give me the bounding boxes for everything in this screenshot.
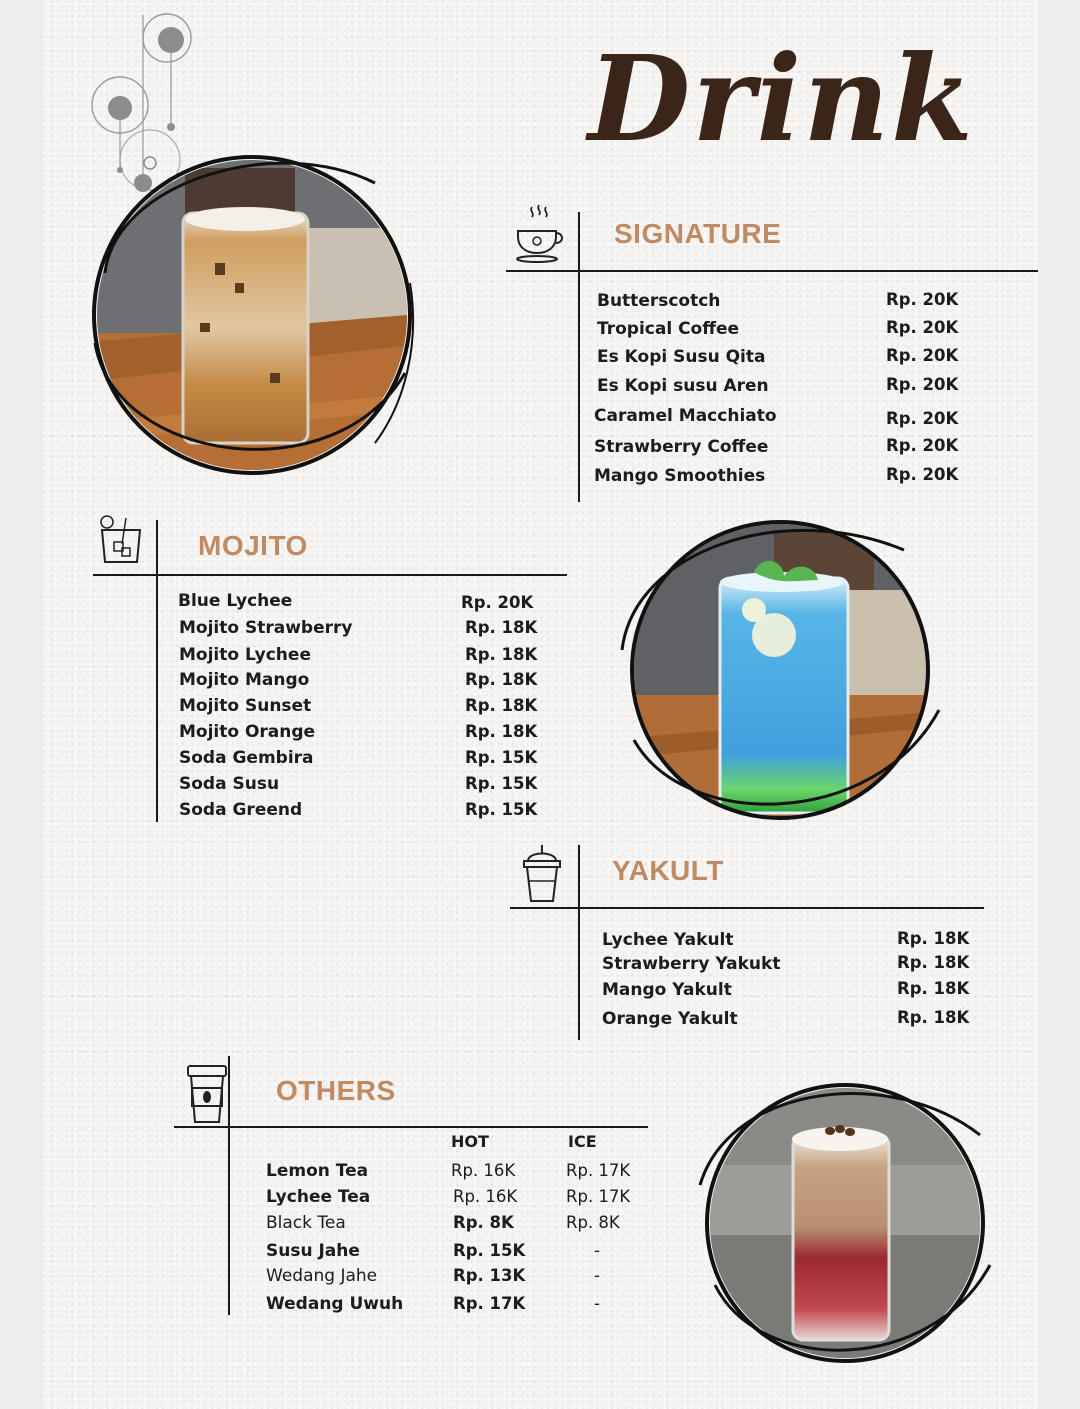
menu-item-price: Rp. 20K xyxy=(886,436,959,455)
menu-item-name: Mojito Orange xyxy=(179,722,316,742)
menu-item-name: Tropical Coffee xyxy=(597,319,740,339)
hot-column-header: HOT xyxy=(451,1132,489,1151)
menu-item-name: Lemon Tea xyxy=(266,1161,369,1181)
others-section-title: OTHERS xyxy=(276,1075,396,1106)
menu-item-price: Rp. 18K xyxy=(897,929,970,948)
yakult-section-title: YAKULT xyxy=(612,855,724,886)
menu-item-price: Rp. 18K xyxy=(897,979,970,998)
menu-item-name: Mojito Strawberry xyxy=(179,618,353,638)
mojito-vertical-rule xyxy=(156,520,158,822)
menu-item-name: Caramel Macchiato xyxy=(594,406,777,426)
menu-item-hot-price: Rp. 16K xyxy=(451,1161,516,1180)
menu-item-price: Rp. 18K xyxy=(465,645,538,664)
menu-item-price: Rp. 18K xyxy=(465,618,538,637)
menu-item-price: Rp. 18K xyxy=(465,670,538,689)
menu-item-price: Rp. 20K xyxy=(886,375,959,394)
others-horizontal-rule xyxy=(174,1126,648,1128)
menu-item-name: Mojito Mango xyxy=(179,670,310,690)
menu-item-price: Rp. 18K xyxy=(897,953,970,972)
menu-item-price: Rp. 15K xyxy=(465,774,538,793)
menu-item-name: Black Tea xyxy=(266,1213,346,1233)
menu-item-price: Rp. 20K xyxy=(886,290,959,309)
menu-item-price: Rp. 20K xyxy=(886,409,959,428)
page-title: Drink xyxy=(588,29,975,168)
yakult-cup-icon xyxy=(520,843,564,905)
menu-item-price: Rp. 18K xyxy=(897,1008,970,1027)
signature-vertical-rule xyxy=(578,212,580,502)
menu-item-hot-price: Rp. 17K xyxy=(453,1294,526,1313)
menu-item-name: Butterscotch xyxy=(597,291,721,311)
menu-item-name: Es Kopi Susu Qita xyxy=(597,347,766,367)
menu-item-name: Orange Yakult xyxy=(602,1009,738,1029)
menu-item-price: Rp. 20K xyxy=(461,593,534,612)
menu-item-name: Strawberry Coffee xyxy=(594,437,769,457)
coffee-to-go-cup-icon xyxy=(183,1060,231,1126)
menu-item-ice-price: Rp. 17K xyxy=(566,1187,631,1206)
menu-item-name: Soda Susu xyxy=(179,774,280,794)
menu-item-hot-price: Rp. 15K xyxy=(453,1241,526,1260)
mojito-glass-icon xyxy=(96,514,144,566)
menu-item-name: Blue Lychee xyxy=(178,591,293,611)
yakult-vertical-rule xyxy=(578,845,580,1040)
menu-item-name: Mango Smoothies xyxy=(594,466,766,486)
others-vertical-rule xyxy=(228,1056,230,1315)
mojito-horizontal-rule xyxy=(93,574,567,576)
menu-item-price: Rp. 15K xyxy=(465,748,538,767)
yakult-horizontal-rule xyxy=(510,907,984,909)
menu-item-hot-price: Rp. 16K xyxy=(453,1187,518,1206)
menu-item-price: Rp. 20K xyxy=(886,318,959,337)
menu-item-name: Soda Greend xyxy=(179,800,303,820)
menu-item-name: Lychee Yakult xyxy=(602,930,734,950)
menu-item-name: Mango Yakult xyxy=(602,980,732,1000)
signature-section-title: SIGNATURE xyxy=(614,218,782,249)
iced-latte-photo xyxy=(690,1075,1000,1375)
iced-coffee-photo xyxy=(75,143,430,488)
menu-item-name: Mojito Sunset xyxy=(179,696,312,716)
menu-item-name: Wedang Uwuh xyxy=(266,1294,404,1314)
menu-item-ice-price: - xyxy=(594,1294,600,1313)
signature-horizontal-rule xyxy=(506,270,1038,272)
menu-item-name: Es Kopi susu Aren xyxy=(597,376,769,396)
menu-item-name: Strawberry Yakukt xyxy=(602,954,781,974)
menu-item-name: Susu Jahe xyxy=(266,1241,360,1261)
ice-column-header: ICE xyxy=(568,1132,597,1151)
menu-item-price: Rp. 20K xyxy=(886,465,959,484)
menu-item-name: Lychee Tea xyxy=(266,1187,371,1207)
menu-item-price: Rp. 20K xyxy=(886,346,959,365)
menu-item-price: Rp. 15K xyxy=(465,800,538,819)
menu-item-hot-price: Rp. 8K xyxy=(453,1213,514,1232)
menu-item-name: Wedang Jahe xyxy=(266,1266,378,1286)
menu-item-ice-price: - xyxy=(594,1241,600,1260)
menu-item-name: Mojito Lychee xyxy=(179,645,311,665)
menu-item-hot-price: Rp. 13K xyxy=(453,1266,526,1285)
mojito-section-title: MOJITO xyxy=(198,530,308,561)
menu-item-price: Rp. 18K xyxy=(465,722,538,741)
menu-item-name: Soda Gembira xyxy=(179,748,314,768)
menu-item-price: Rp. 18K xyxy=(465,696,538,715)
hot-coffee-cup-icon xyxy=(512,203,572,263)
menu-item-ice-price: - xyxy=(594,1266,600,1285)
menu-item-ice-price: Rp. 8K xyxy=(566,1213,620,1232)
blue-mojito-photo xyxy=(604,510,956,830)
menu-item-ice-price: Rp. 17K xyxy=(566,1161,631,1180)
